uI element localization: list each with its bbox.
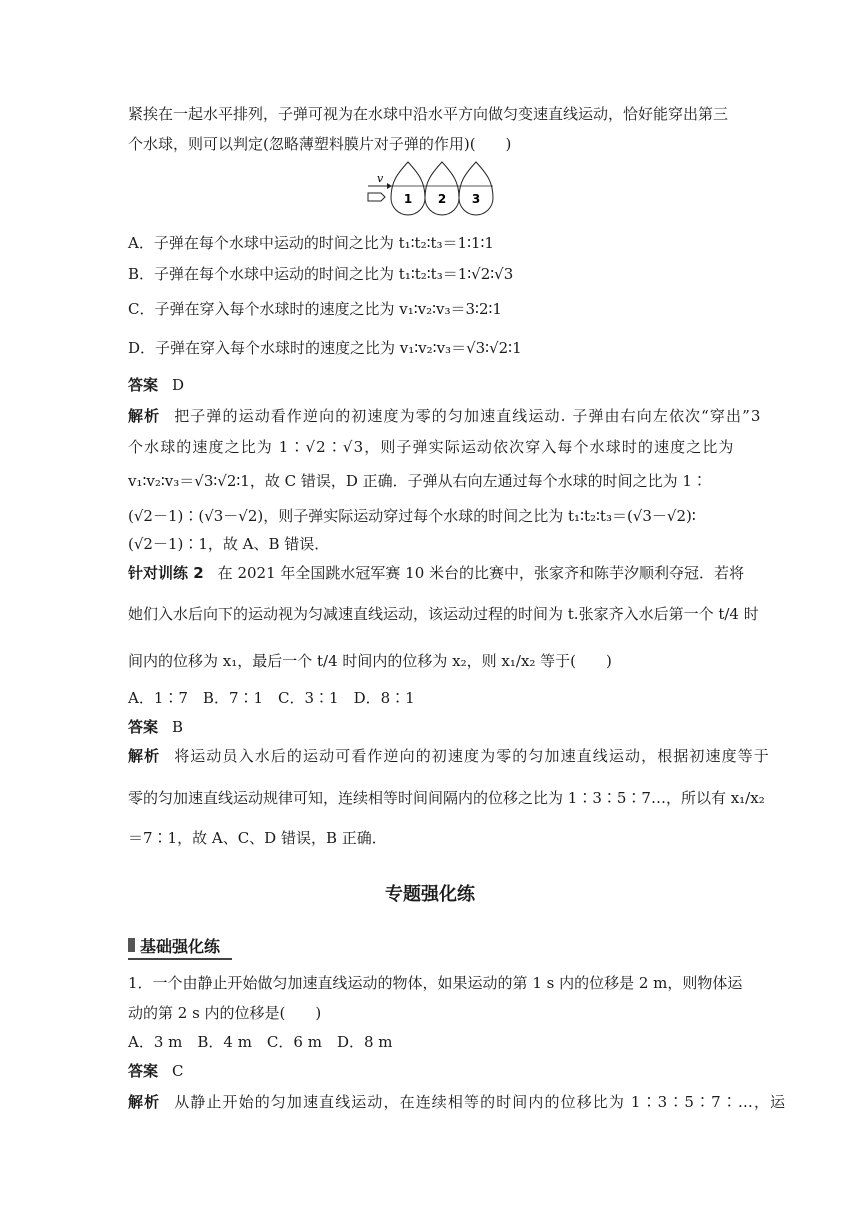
training-label: 针对训练 2 <box>128 564 204 582</box>
water-ball-3 <box>459 162 493 215</box>
analysis-label: 解析 <box>128 747 161 765</box>
section-title: 专题强化练 <box>385 884 475 905</box>
water-ball-1 <box>391 162 425 215</box>
exercise-text-line: 动的第 2 s 内的位移是( ) <box>128 1004 322 1022</box>
option-d: D．子弹在穿入每个水球时的速度之比为 v₁∶v₂∶v₃＝√3∶√2∶1 <box>128 339 522 357</box>
analysis-text-line: (√2－1)∶1，故 A、B 错误． <box>128 535 330 553</box>
analysis-row <box>128 405 762 427</box>
training-text-line: 她们入水后向下的运动视为匀减速直线运动，该运动过程的时间为 t.张家齐入水后第一个 t/4 时 <box>128 605 759 623</box>
answer-row <box>128 1060 184 1082</box>
analysis-text-line: ＝7∶1，故 A、C、D 错误，B 正确． <box>128 829 387 847</box>
analysis-text-line: 从静止开始的匀加速直线运动，在连续相等的时间内的位移比为 1∶3∶5∶7∶…，运 <box>174 1093 787 1111</box>
subsection-marker <box>128 938 135 952</box>
subsection-title: 基础强化练 <box>140 937 221 956</box>
subsection-title-block <box>128 934 220 957</box>
problem-text-line: 个水球，则可以判定(忽略薄塑料膜片对子弹的作用)( ) <box>128 135 512 153</box>
exercise-options: A．3 m B．4 m C．6 m D．8 m <box>128 1033 393 1051</box>
training-row <box>128 562 744 584</box>
bullet-shape <box>368 193 385 201</box>
answer-label: 答案 <box>128 718 159 736</box>
subsection-underline <box>128 958 232 960</box>
answer-label: 答案 <box>128 1062 159 1080</box>
option-c: C．子弹在穿入每个水球时的速度之比为 v₁∶v₂∶v₃＝3∶2∶1 <box>128 300 502 318</box>
analysis-text-line: v₁∶v₂∶v₃＝√3∶√2∶1，故 C 错误，D 正确．子弹从右向左通过每个水球的时间之比为 1∶ <box>128 472 707 490</box>
option-b: B．子弹在每个水球中运动的时间之比为 t₁∶t₂∶t₃＝1∶√2∶√3 <box>128 265 514 283</box>
answer-value: D <box>172 376 185 394</box>
training-text-line: 间内的位移为 x₁，最后一个 t/4 时间内的位移为 x₂，则 x₁/x₂ 等于( ) <box>128 652 612 670</box>
answer-label: 答案 <box>128 376 159 394</box>
analysis-text-line: 零的匀加速直线运动规律可知，连续相等时间间隔内的位移之比为 1∶3∶5∶7…，所以有 x₁/x₂ <box>128 789 765 807</box>
ball-3-label: 3 <box>471 192 481 206</box>
analysis-label: 解析 <box>128 1093 161 1111</box>
ball-2-label: 2 <box>437 192 447 206</box>
training-text-line: 在 2021 年全国跳水冠军赛 10 米台的比赛中，张家齐和陈芋汐顺利夺冠．若将 <box>217 564 745 582</box>
water-ball-2 <box>425 162 459 215</box>
velocity-label: v <box>377 172 384 185</box>
water-balls-figure <box>365 160 505 224</box>
option-a: A．子弹在每个水球中运动的时间之比为 t₁∶t₂∶t₃＝1∶1∶1 <box>128 234 494 252</box>
answer-value: B <box>172 718 184 736</box>
exercise-text-line: 1．一个由静止开始做匀加速直线运动的物体，如果运动的第 1 s 内的位移是 2 m，则物体运 <box>128 974 743 992</box>
analysis-label: 解析 <box>128 407 161 425</box>
analysis-text-line: 将运动员入水后的运动可看作逆向的初速度为零的匀加速直线运动，根据初速度等于 <box>174 747 770 765</box>
training-options: A．1∶7 B．7∶1 C．3∶1 D．8∶1 <box>128 689 415 707</box>
problem-text-line: 紧挨在一起水平排列，子弹可视为在水球中沿水平方向做匀变速直线运动，恰好能穿出第三 <box>128 105 729 123</box>
analysis-text-line: 个水球的速度之比为 1∶√2∶√3，则子弹实际运动依次穿入每个水球时的速度之比为 <box>128 438 735 456</box>
analysis-row <box>128 1091 786 1113</box>
answer-row <box>128 716 183 738</box>
ball-1-label: 1 <box>403 192 413 206</box>
analysis-text-line: (√2－1)∶(√3－√2)，则子弹实际运动穿过每个水球的时间之比为 t₁∶t₂∶t₃＝(√3－√2)∶ <box>128 507 696 525</box>
analysis-row <box>128 745 770 767</box>
analysis-text-line: 把子弹的运动看作逆向的初速度为零的匀加速直线运动. 子弹由右向左依次“穿出”3 <box>174 407 762 425</box>
answer-value: C <box>172 1062 184 1080</box>
answer-row <box>128 374 184 396</box>
